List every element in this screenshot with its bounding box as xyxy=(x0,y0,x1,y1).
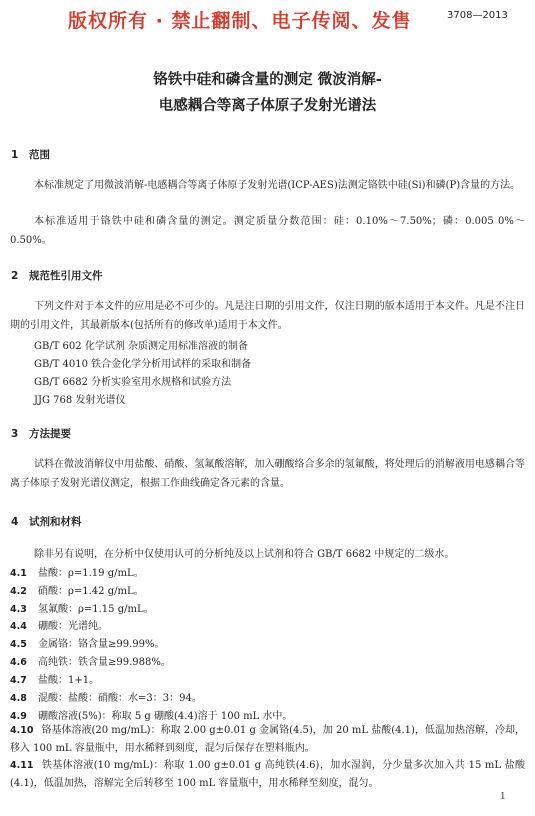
section-2-heading xyxy=(11,268,103,283)
item-number: 4.4 xyxy=(10,621,27,632)
section-title: 范围 xyxy=(29,149,50,161)
item-number: 4.9 xyxy=(10,711,27,722)
section-title: 方法提要 xyxy=(29,428,71,440)
item-text: 盐酸：ρ=1.19 g/mL。 xyxy=(38,568,144,579)
section-title: 试剂和材料 xyxy=(29,516,82,528)
section-3-paragraph-1: 试料在微波消解仪中用盐酸、硝酸、氢氟酸溶解，加入硼酸络合多余的氢氟酸，将处理后的消解液用电感耦合等离子体原子发射光谱仪测定，根据工作曲线确定各元素的含量。 xyxy=(10,459,525,489)
item-number: 4.2 xyxy=(10,586,27,597)
list-item xyxy=(10,617,108,632)
section-4-heading xyxy=(11,514,82,529)
item-text: 混酸：盐酸：硝酸：水=3：3：94。 xyxy=(38,693,202,704)
list-item xyxy=(10,653,171,668)
item-text: 硼酸：光谱纯。 xyxy=(38,621,108,632)
list-item xyxy=(10,722,525,757)
list-item xyxy=(10,600,154,615)
list-item xyxy=(10,635,165,650)
item-number: 4.8 xyxy=(10,693,27,704)
item-number: 4.5 xyxy=(10,639,27,650)
section-1-heading xyxy=(11,147,50,162)
item-text: 铬基体溶液(20 mg/mL)：称取 2.00 g±0.01 g 金属铬(4.5)，加 20 mL 盐酸(4.1)，低温加热溶解，冷却，移入 100 mL 容量瓶中，用水稀释到刻度，混匀后保存在塑料瓶内。 xyxy=(10,725,525,754)
section-1-paragraph-2: 本标准适用于铬铁中硅和磷含量的测定。测定质量分数范围：硅：0.10%～7.50%；磷：0.005 0%～0.50%。 xyxy=(10,216,525,246)
item-text: 硝酸：ρ=1.42 g/mL。 xyxy=(38,586,144,597)
list-item xyxy=(10,582,144,597)
item-text: 铁基体溶液(10 mg/mL)：称取 1.00 g±0.01 g 高纯铁(4.6)，加水湿润，分少量多次加入共 15 mL 盐酸(4.1)，低温加热，溶解完全后转移至 100 mL 容量瓶中，用水稀释至刻度，混匀。 xyxy=(10,760,525,789)
section-number: 1 xyxy=(11,149,19,161)
copyright-watermark: 版权所有 · 禁止翻制、电子传阅、发售 xyxy=(68,10,412,32)
item-number: 4.1 xyxy=(10,568,27,579)
item-text: 盐酸：1+1。 xyxy=(38,675,100,686)
section-number: 3 xyxy=(11,428,19,440)
item-number: 4.6 xyxy=(10,657,27,668)
document-title-line1: 铬铁中硅和磷含量的测定 微波消解- xyxy=(153,72,382,88)
standard-number: 3708—2013 xyxy=(447,10,508,21)
item-text: 高纯铁：铁含量≥99.988%。 xyxy=(38,657,171,668)
list-item xyxy=(10,757,525,792)
list-item xyxy=(10,564,144,579)
section-number: 2 xyxy=(11,270,19,282)
item-number: 4.11 xyxy=(10,760,34,771)
section-3-heading xyxy=(11,426,71,441)
item-text: 硼酸溶液(5%)：称取 5 g 硼酸(4.4)溶于 100 mL 水中。 xyxy=(38,711,293,722)
item-number: 4.3 xyxy=(10,604,27,615)
reference-item: GB/T 6682 分析实验室用水规格和试验方法 xyxy=(34,377,232,388)
reference-item: GB/T 4010 铁合金化学分析用试样的采取和制备 xyxy=(34,359,252,370)
reference-item: JJG 768 发射光谱仪 xyxy=(34,395,126,406)
item-text: 金属铬：铬含量≥99.99%。 xyxy=(38,639,165,650)
list-item xyxy=(10,707,292,722)
section-2-paragraph-1: 下列文件对于本文件的应用是必不可少的。凡是注日期的引用文件，仅注日期的版本适用于本文件。凡是不注日期的引用文件，其最新版本(包括所有的修改单)适用于本文件。 xyxy=(10,301,525,331)
section-number: 4 xyxy=(11,516,19,528)
list-item xyxy=(10,689,202,704)
section-1-paragraph-1: 本标准规定了用微波消解-电感耦合等离子体原子发射光谱(ICP-AES)法测定铬铁中硅(Si)和磷(P)含量的方法。 xyxy=(34,180,521,191)
item-text: 氢氟酸：ρ=1.15 g/mL。 xyxy=(38,604,154,615)
list-item xyxy=(10,671,99,686)
page-number: 1 xyxy=(500,792,506,802)
item-number: 4.10 xyxy=(10,725,34,736)
item-number: 4.7 xyxy=(10,675,27,686)
reference-item: GB/T 602 化学试剂 杂质测定用标准溶液的制备 xyxy=(34,341,248,352)
section-title: 规范性引用文件 xyxy=(29,270,103,282)
document-title-line2: 电感耦合等离子体原子发射光谱法 xyxy=(158,98,377,114)
section-4-paragraph-1: 除非另有说明，在分析中仅使用认可的分析纯及以上试剂和符合 GB/T 6682 中规定的二级水。 xyxy=(34,549,455,560)
